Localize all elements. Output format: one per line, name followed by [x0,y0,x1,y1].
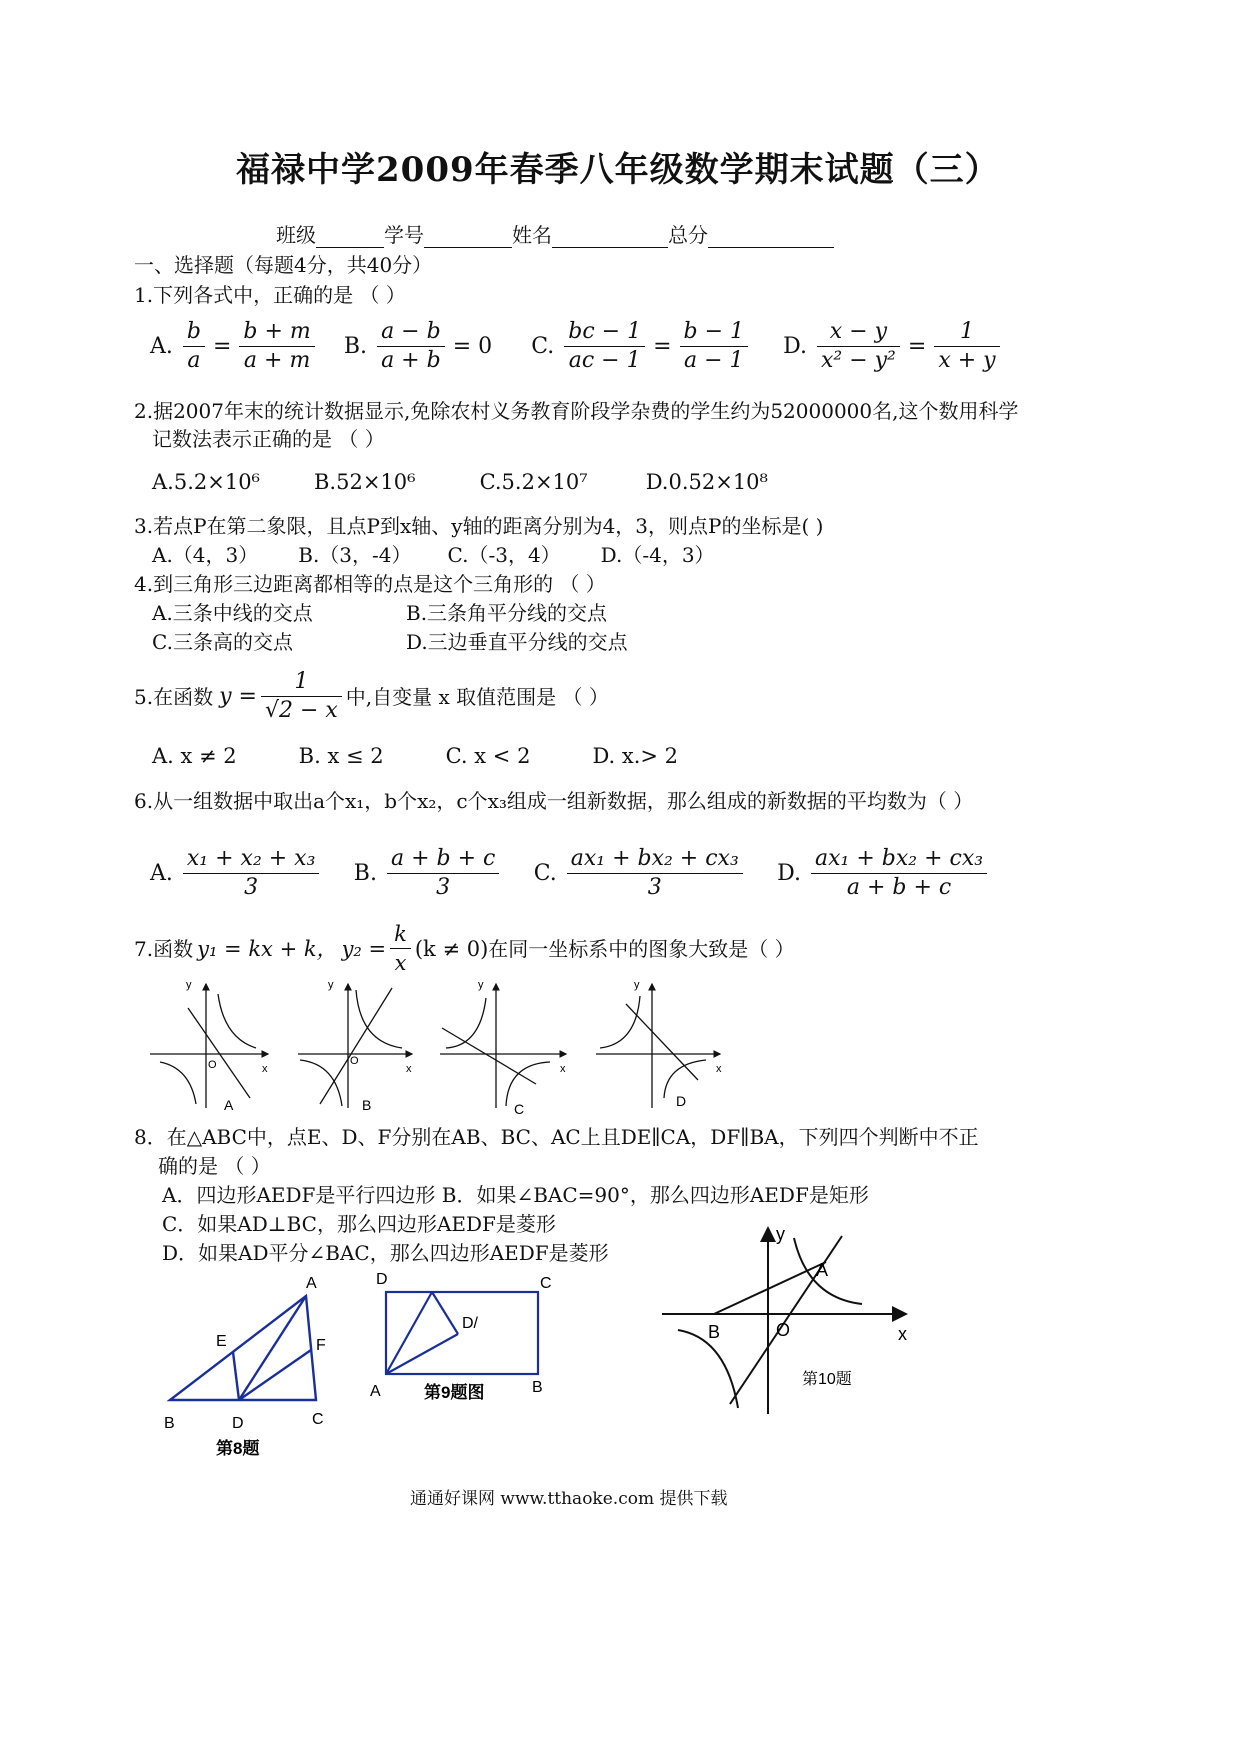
q6-option-c [534,845,747,902]
fraction-numerator: ax₁ + bx₂ + cx₃ [811,845,987,874]
option-label: D. [783,334,807,359]
fraction-denominator: a − 1 [684,348,744,373]
q4-option-c: C.三条高的交点 [152,630,293,654]
q7-function-2-lhs: y₂ = [341,936,387,961]
q4-option-a: A.三条中线的交点 [152,601,313,625]
q2-options [152,470,768,494]
option-label: C. [533,861,557,886]
axis-x-label: x [716,1063,722,1075]
q2-option-b: B.52×10⁶ [313,470,416,494]
q4-option-d: D.三边垂直平分线的交点 [406,630,628,654]
fraction-numerator: bc − 1 [564,318,645,347]
point-c-label: C [312,1411,324,1428]
q7-suffix: 在同一坐标系中的图象大致是（ ） [488,936,795,961]
fraction-numerator: ax₁ + bx₂ + cx₃ [567,845,743,874]
q8-stem-line2: 确的是 （ ） [158,1154,271,1178]
q2-option-d: D.0.52×10⁸ [645,470,768,494]
q3-stem: 3.若点P在第二象限，且点P到x轴、y轴的距离分别为4，3，则点P的坐标是( ) [134,514,824,538]
fraction-denominator: a + m [243,348,311,373]
figure-q9 [370,1266,570,1416]
q7-graph-c [440,984,566,1108]
point-b-label: B [532,1379,543,1396]
graph-b-label: B [362,1097,372,1113]
option-label: B. [353,861,377,886]
fraction-numerator: x − y [817,318,900,347]
q1-option-c: C. $\frac{bc - 1}{ac - 1}$ = $\frac{b - 1}{a - 1}$ [531,318,752,375]
fraction-denominator: a [187,348,201,373]
q7-graph-a [150,984,268,1108]
name-label: 姓名 [512,223,552,247]
option-label: D. [777,861,801,886]
footer: 通通好课网 www.tthaoke.com 提供下载 [410,1489,728,1509]
fraction-denominator: a + b [381,348,441,373]
figure-q9-caption: 第9题图 [424,1383,485,1402]
axis-x-label: x [898,1324,907,1344]
figure-q8-lines [170,1296,316,1400]
fraction-numerator: x₁ + x₂ + x₃ [183,845,320,874]
option-label: B. [343,334,368,359]
q6-options [150,845,991,902]
fraction-denominator: √2 − x [264,698,338,723]
class-label: 班级 [276,223,316,247]
q2-option-a: A.5.2×10⁶ [152,470,260,494]
q3-option-b: B.（3，-4） [298,543,412,567]
point-f-label: F [316,1337,326,1354]
q5-stem [134,668,609,725]
fraction-numerator: b + m [239,318,314,347]
axis-y-label: y [478,979,484,991]
q4-stem: 4.到三角形三边距离都相等的点是这个三角形的 （ ） [134,572,606,596]
figure-q8-caption: 第8题 [216,1439,260,1458]
q8-option-c: C．如果AD⊥BC，那么四边形AEDF是菱形 [162,1212,556,1236]
q7-graph-d [596,984,720,1108]
q8-option-d: D．如果AD平分∠BAC，那么四边形AEDF是菱形 [162,1241,609,1265]
axis-x-label: x [560,1063,566,1075]
total-score-label: 总分 [668,223,708,247]
fraction-denominator: 3 [647,875,662,900]
graph-c-label: C [514,1101,525,1117]
fraction-numerator: 1 [934,318,999,347]
axis-x-label: x [406,1063,412,1075]
q6-option-d [777,845,991,902]
q8-stem-line1: 8．在△ABC中，点E、D、F分别在AB、BC、AC上且DE∥CA，DF∥BA，下列四个判断中不正 [134,1125,979,1149]
fraction-denominator: ac − 1 [568,348,641,373]
graph-a-label: A [224,1097,234,1113]
figure-q9-lines [386,1292,538,1374]
option-label: C. [531,334,555,359]
q7-condition: (k ≠ 0) [414,936,489,961]
q7-graphs [140,968,740,1118]
q5-option-a: A. x ≠ 2 [152,744,237,768]
fraction-numerator: a − b [377,318,445,347]
origin-label: O [350,1055,359,1067]
fraction-numerator: k [390,920,411,949]
q5-options [152,744,678,768]
student-id-blank [424,227,512,248]
q2-stem-line2: 记数法表示正确的是 （ ） [152,427,385,451]
q5-option-c: C. x < 2 [445,744,531,768]
q2-stem-line1: 2.据2007年末的统计数据显示,免除农村义务教育阶段学杂费的学生约为52000000名,这个数用科学 [134,399,1019,423]
q1-option-a: A. $\frac{b}{a}$ = $\frac{b + m}{a + m}$ [150,318,319,375]
q5-suffix: 中,自变量 x 取值范围是 （ ） [345,684,609,709]
q2-option-c: C.5.2×10⁷ [479,470,588,494]
point-d-label: D [376,1271,388,1288]
q3-option-d: D.（-4，3） [600,543,715,567]
axis-x-label: x [262,1063,268,1075]
name-blank [552,227,668,248]
q1-options [150,318,1004,375]
q5-prefix: 5.在函数 [134,684,214,709]
fraction-numerator: b − 1 [680,318,749,347]
axis-y-label: y [186,979,192,991]
q3-option-a: A.（4，3） [152,543,259,567]
q6-option-a [150,845,323,902]
point-e-label: E [216,1333,227,1350]
origin-label: O [208,1059,217,1071]
class-blank [316,227,384,248]
total-score-blank [708,227,834,248]
q7-prefix: 7.函数 [134,936,194,961]
point-a-label: A [816,1260,829,1280]
q1-option-d: D. $\frac{x - y}{\text{x² − y²}}$ = $\frac{1}{x + y}$ [783,318,1003,375]
point-d-label: D [232,1415,244,1432]
figure-q10-caption: 第10题 [802,1371,852,1388]
fraction-denominator: x [394,951,407,975]
fraction-denominator: 3 [436,875,451,900]
q4-option-b: B.三条角平分线的交点 [406,601,608,625]
q3-option-c: C.（-3，4） [447,543,561,567]
q5-function-lhs: y = [219,683,257,709]
student-id-label: 学号 [384,223,424,247]
axis-y-label: y [328,979,334,991]
fraction-numerator: a + b + c [387,845,499,874]
figure-q10 [656,1218,926,1418]
axis-y-label: y [634,979,640,991]
q5-option-b: B. x ≤ 2 [298,744,384,768]
q1-option-b [344,318,496,375]
fraction-denominator: x + y [938,348,996,373]
student-info [276,222,834,248]
fraction-denominator: a + b + c [846,875,952,900]
point-b-label: B [164,1415,175,1432]
fraction-denominator: x² − y² [820,348,896,373]
figure-q8 [156,1266,356,1466]
point-d-prime-label: D/ [462,1315,478,1332]
q7-graph-b [298,984,412,1108]
option-label: A. [150,861,173,886]
q3-options [152,542,715,568]
q5-option-d: D. x.> 2 [592,744,679,768]
point-b-label: B [708,1322,721,1342]
graph-d-label: D [676,1093,687,1109]
fraction-denominator: 3 [244,875,259,900]
section-heading: 一、选择题（每题4分，共40分） [134,253,433,277]
q6-stem: 6.从一组数据中取出a个x₁，b个x₂，c个x₃组成一组新数据，那么组成的新数据的平均数为（ ） [134,789,974,813]
q1-stem: 1.下列各式中，正确的是 （ ） [134,283,406,307]
q7-function-1: y₁ = kx + k， [197,936,338,961]
fraction-numerator: b [183,318,205,347]
point-a-label: A [370,1383,381,1400]
origin-label: O [776,1320,791,1340]
option-label: A. [150,334,173,359]
equation-rhs: = 0 [452,334,493,359]
fraction-numerator: 1 [261,668,342,697]
q8-option-a: A．四边形AEDF是平行四边形 B．如果∠BAC=90°，那么四边形AEDF是矩形 [162,1183,869,1207]
point-c-label: C [540,1275,552,1292]
axis-y-label: y [776,1224,785,1244]
point-a-label: A [306,1275,317,1292]
q6-option-b [354,845,504,902]
page-title: 福禄中学2009年春季八年级数学期末试题（三） [236,150,1000,190]
